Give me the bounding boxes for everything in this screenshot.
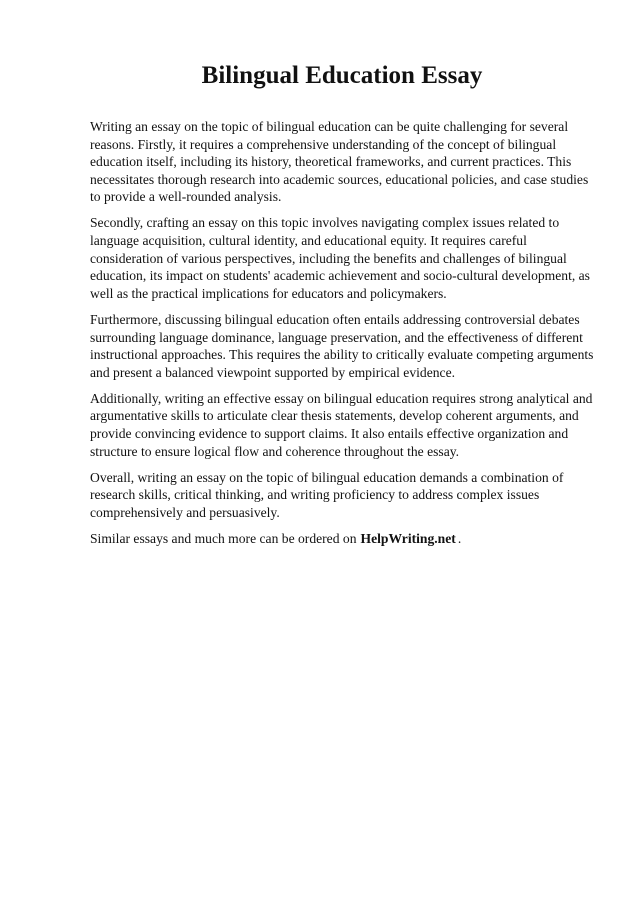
paragraph-4: Additionally, writing an effective essay on bilingual education requires strong analytical and argumentative skills to articulate clear thesis statements, develop coherent arguments, and provide convincing evidence to support claims. It also entails effective organization and structure to ensure logical flow and coherence throughout the essay. (90, 390, 593, 459)
essay-body (90, 118, 594, 548)
closing-prefix: Similar essays and much more can be ordered on (90, 530, 357, 546)
helpwriting-link[interactable]: HelpWriting.net (360, 530, 456, 546)
page-title: Bilingual Education Essay (201, 62, 483, 89)
paragraph-5: Overall, writing an essay on the topic of bilingual education demands a combination of research skills, critical thinking, and writing proficiency to address complex issues comprehensively and persuasively. (90, 469, 564, 520)
paragraph-3: Furthermore, discussing bilingual education often entails addressing controversial debates surrounding language dominance, language preservation, and the effectiveness of different instructional approaches. This requires the ability to critically evaluate competing arguments and present a balanced viewpoint supported by empirical evidence. (90, 311, 594, 380)
closing-suffix: . (457, 530, 462, 546)
closing-line (90, 530, 594, 548)
title-block (90, 60, 594, 120)
paragraph-1: Writing an essay on the topic of bilingual education can be quite challenging for several reasons. Firstly, it requires a comprehensive understanding of the concept of bilingual education itself, including its history, theoretical frameworks, and current practices. This necessitates thorough research into academic sources, educational policies, and case studies to provide a well-rounded analysis. (90, 119, 589, 205)
paragraph-2: Secondly, crafting an essay on this topic involves navigating complex issues related to language acquisition, cultural identity, and educational equity. It requires careful consideration of various perspectives, including the benefits and challenges of bilingual education, its impact on students' academic achievement and socio-cultural development, as well as the practical implications for educators and policymakers. (90, 215, 590, 301)
